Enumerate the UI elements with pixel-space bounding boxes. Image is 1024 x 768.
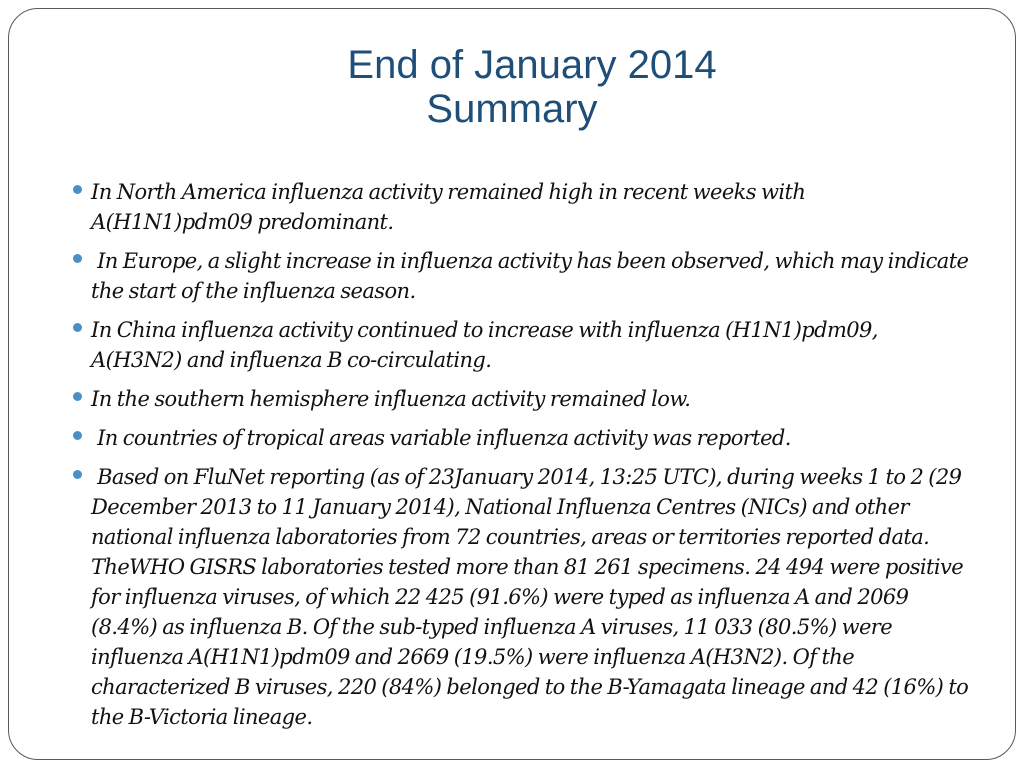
- bullet-item-southern-hemisphere: [59, 384, 971, 414]
- bullet-list: [59, 177, 974, 741]
- bullet-text: In Europe, a slight increase in influenza activity has been observed, which may indicate the start of the influenza season.: [91, 249, 974, 303]
- bullet-dot-icon: [73, 323, 82, 332]
- bullet-dot-icon: [73, 254, 82, 263]
- slide-title: [9, 43, 1015, 131]
- slide-frame: [8, 8, 1016, 760]
- title-line-summary: Summary: [426, 87, 598, 131]
- bullet-text: In North America influenza activity remained high in recent weeks with A(H1N1)pdm09 predominant.: [91, 180, 806, 234]
- bullet-text: In the southern hemisphere influenza activity remained low.: [91, 387, 691, 411]
- bullet-text: Based on FluNet reporting (as of 23January 2014, 13:25 UTC), during weeks 1 to 2 (29 December 2013 to 11 January 2014), National Influenza Centres (NICs) and other national influenza laboratories from 72 countries, areas or territories reported data. TheWHO GISRS laboratories tested more than 81 261 specimens. 24 494 were positive for influenza viruses, of which 22 425 (91.6%) were typed as influenza A and 2069 (8.4%) as influenza B. Of the sub-typed influenza A viruses, 11 033 (80.5%) were influenza A(H1N1)pdm09 and 2669 (19.5%) were influenza A(H3N2). Of the characterized B viruses, 220 (84%) belonged to the B-Yamagata lineage and 42 (16%) to the B-Victoria lineage.: [91, 465, 974, 729]
- bullet-text: In countries of tropical areas variable influenza activity was reported.: [91, 426, 791, 450]
- bullet-item-north-america: [59, 177, 971, 237]
- bullet-item-europe: [59, 246, 974, 306]
- bullet-item-china: [59, 315, 971, 375]
- bullet-dot-icon: [73, 470, 82, 479]
- bullet-dot-icon: [73, 185, 82, 194]
- title-line-date: End of January 2014: [347, 43, 717, 87]
- bullet-dot-icon: [73, 392, 82, 401]
- bullet-item-tropical: [59, 423, 971, 453]
- bullet-text: In China influenza activity continued to increase with influenza (H1N1)pdm09, A(H3N2) and influenza B co-circulating.: [91, 318, 878, 372]
- bullet-item-flunet: [59, 462, 974, 732]
- bullet-dot-icon: [73, 431, 82, 440]
